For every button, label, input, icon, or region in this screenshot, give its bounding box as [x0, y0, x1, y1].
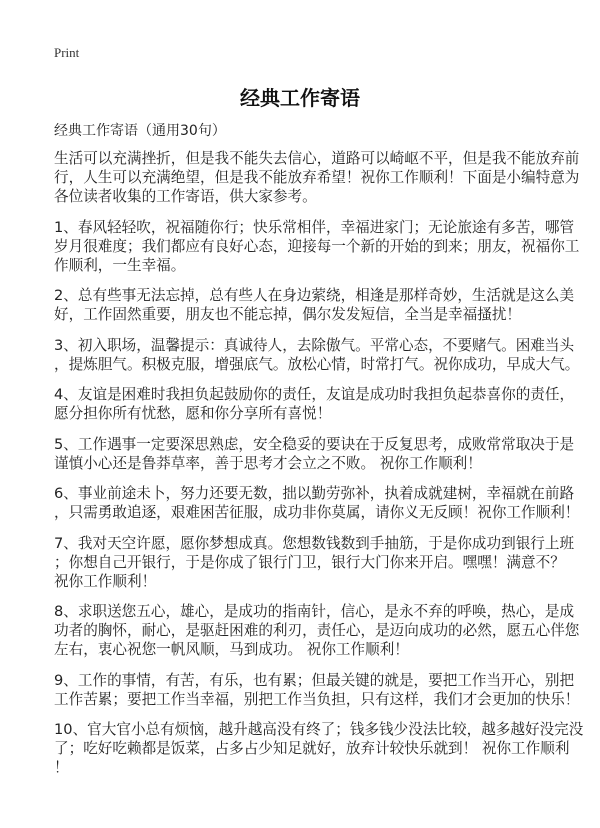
paragraph-line: 功者的胸怀，耐心，是驱赶困难的利刃，责任心，是迈向成功的必然，愿五心伴您 — [54, 622, 580, 639]
paragraph-line: 岁月很难度；我们都应有良好心态，迎接每一个新的开始的到来；朋友，祝福你工 — [54, 237, 580, 255]
paragraph-line: 4、友谊是困难时我担负起鼓励你的责任，友谊是成功时我担负起恭喜你的责任， — [54, 386, 575, 403]
paragraph-line: ；你想自己开银行，于是你成了银行门卫，银行大门你来开启。嘿嘿！满意不？ — [54, 553, 565, 571]
quote-paragraph — [54, 671, 580, 709]
paragraph-line: 左右，衷心祝您一帆风顺，马到成功。 祝你工作顺利！ — [54, 641, 409, 658]
paragraph-line: 7、我对天空许愿，愿你梦想成真。您想数钱数到手抽筋，于是你成功到银行上班 — [54, 534, 575, 552]
paragraph-line: 9、工作的事情，有苦，有乐，也有累；但最关键的就是，要把工作当开心，别把 — [54, 671, 575, 689]
quote-paragraph — [54, 484, 580, 522]
quote-paragraph — [54, 218, 580, 275]
paragraph-line: 10、官大官小总有烦恼，越升越高没有终了；钱多钱少没法比较，越多越好没完没 — [54, 721, 584, 738]
document-body — [54, 149, 584, 789]
paragraph-line: 3、初入职场，温馨提示：真诚待人，去除傲气。平常心态，不要赌气。困难当头 — [54, 336, 575, 354]
paragraph-line: 谨慎小心还是鲁莽草率，善于思考才会立之不败。 祝你工作顺利！ — [54, 454, 482, 472]
paragraph-line: 行，人生可以充满绝望，但是我不能放弃希望！祝你工作顺利！下面是小编特意为 — [54, 169, 580, 186]
quote-paragraph — [54, 720, 584, 777]
quote-paragraph — [54, 534, 574, 591]
paragraph-line: 2、总有些事无法忘掉，总有些人在身边萦绕，相逢是那样奇妙，生活就是这么美 — [54, 287, 575, 304]
print-link[interactable]: Print — [54, 45, 80, 60]
quote-paragraph — [54, 385, 574, 423]
paragraph-line: 1、春风轻轻吹，祝福随你行；快乐常相伴，幸福进家门；无论旅途有多苦，哪管 — [54, 218, 575, 236]
quote-paragraph — [54, 435, 574, 473]
paragraph-line: 工作苦累；要把工作当幸福，别把工作当负担，只有这样，我们才会更加的快乐！ — [54, 690, 580, 708]
paragraph-line: 8、求职送您五心，雄心，是成功的指南针，信心，是永不弃的呼唤，热心，是成 — [54, 603, 575, 620]
paragraph-line: 生活可以充满挫折，但是我不能失去信心，道路可以崎岖不平，但是我不能放弃前 — [54, 150, 580, 167]
paragraph-line: ，提炼胆气。积极克服，增强底气。放松心情，时常打气。祝你成功，早成大气。 — [54, 355, 580, 373]
paragraph-line: 5、工作遇事一定要深思熟虑，安全稳妥的要诀在于反复思考，成败常常取决于是 — [54, 435, 575, 453]
paragraph-line: 了；吃好吃赖都是饭菜，占多占少知足就好，放弃计较快乐就到！ 祝你工作顺利 — [54, 740, 570, 757]
paragraph-line: 作顺利，一生幸福。 — [54, 256, 186, 274]
paragraph-line: ！ — [54, 759, 69, 776]
intro-paragraph — [54, 149, 580, 206]
document-subtitle: 经典工作寄语（通用30句） — [54, 123, 226, 139]
quote-paragraph — [54, 286, 574, 324]
quote-paragraph — [54, 602, 580, 659]
paragraph-line: ，只需勇敢追逐，艰难困苦征服，成功非你莫属，请你义无反顾！祝你工作顺利！ — [54, 504, 580, 521]
page-title: 经典工作寄语 — [240, 86, 360, 110]
paragraph-line: 愿分担你所有忧愁，愿和你分享所有喜悦！ — [54, 405, 332, 422]
paragraph-line: 好，工作固然重要，朋友也不能忘掉，偶尔发发短信，全当是幸福搔扰！ — [54, 306, 522, 323]
paragraph-line: 6、事业前途未卜，努力还要无数，拙以勤劳弥补，执着成就建树，幸福就在前路 — [54, 485, 575, 502]
paragraph-line: 各位读者收集的工作寄语，供大家参考。 — [54, 188, 317, 205]
quote-paragraph — [54, 336, 580, 374]
paragraph-line: 祝你工作顺利！ — [54, 572, 157, 590]
